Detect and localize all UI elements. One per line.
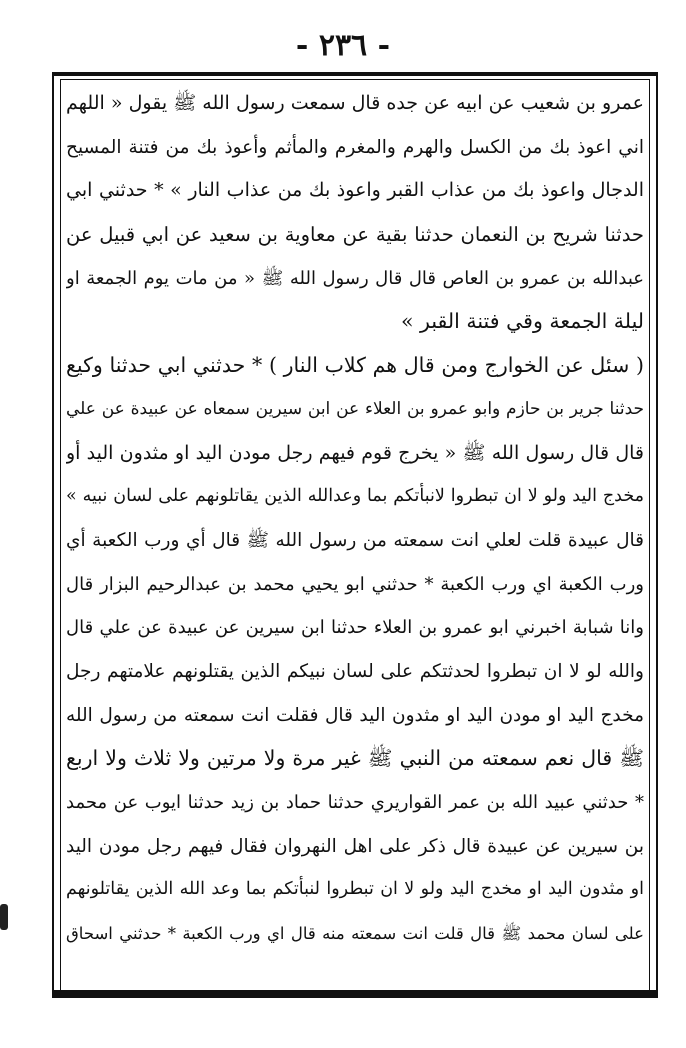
text-line: * حدثني عبيد الله بن عمر القواريري حدثنا حماد بن زيد حدثنا ايوب عن محمد [66, 792, 644, 813]
text-line: وانا شبابة اخبرني ابو عمرو بن العلاء حدثنا ابن سيرين عن عبيدة عن علي قال [66, 617, 644, 639]
text-line: حدثنا شريح بن النعمان حدثنا بقية عن معاوية بن سعيد عن ابي قبيل عن [66, 223, 644, 247]
text-line: مخدج اليد ولو لا ان تبطروا لانبأتكم بما وعدالله الذين يقاتلونهم على لسان نبيه » [66, 486, 644, 507]
text-line: عبدالله بن عمرو بن العاص قال قال رسول الله ﷺ « من مات يوم الجمعة او [66, 267, 644, 289]
text-line: ﷺ قال نعم سمعته من النبي ﷺ غير مرة ولا مرتين ولا ثلاث ولا اربع [66, 746, 644, 771]
text-line: ورب الكعبة اي ورب الكعبة * حدثني ابو يحيي محمد بن عبدالرحيم البزار قال [66, 573, 644, 595]
text-line: الدجال واعوذ بك من عذاب القبر واعوذ بك من عذاب النار » * حدثني ابي [66, 179, 644, 202]
page-number: - ٢٣٦ - [295, 28, 391, 63]
text-line: والله لو لا ان تبطروا لحدثتكم على لسان نبيكم الذين يقتلونهم علامتهم رجل [66, 660, 644, 682]
frame-top-rule [52, 72, 658, 76]
frame-bottom-rule [52, 990, 658, 998]
text-line: ليلة الجمعة وقي فتنة القبر » [401, 309, 644, 334]
scan-edge-mark [0, 904, 8, 930]
text-line: مخدج اليد او مودن اليد او مثدون اليد قال فقلت انت سمعته من رسول الله [66, 704, 644, 726]
text-body [66, 82, 644, 956]
text-line: قال عبيدة قلت لعلي انت سمعته من رسول الله ﷺ قال أي ورب الكعبة أي [66, 529, 644, 551]
text-line: قال قال رسول الله ﷺ « يخرج قوم فيهم رجل مودن اليد او مثدون اليد أو [66, 441, 644, 464]
text-line: حدثنا جرير بن حازم وابو عمرو بن العلاء عن ابن سيرين سمعاه عن عبيدة عن علي [66, 398, 644, 419]
text-line: عمرو بن شعيب عن ابيه عن جده قال سمعت رسول الله ﷺ يقول « اللهم [66, 92, 644, 114]
text-line: على لسان محمد ﷺ قال قلت انت سمعته منه قال اي ورب الكعبة * حدثني اسحاق [66, 924, 644, 944]
text-line: ( سئل عن الخوارج ومن قال هم كلاب النار ) * حدثني ابي حدثنا وكيع [66, 353, 644, 378]
text-line: اني اعوذ بك من الكسل والهرم والمغرم والمأثم وأعوذ بك من فتنة المسيح [66, 136, 644, 158]
text-line: بن سيرين عن عبيدة قال ذكر على اهل النهروان فقال فيهم رجل مودن اليد [66, 835, 644, 857]
text-line: او مثدون اليد او مخدج اليد ولو لا ان تبطروا لنبأتكم بما وعد الله الذين يقاتلونهم [66, 879, 644, 900]
